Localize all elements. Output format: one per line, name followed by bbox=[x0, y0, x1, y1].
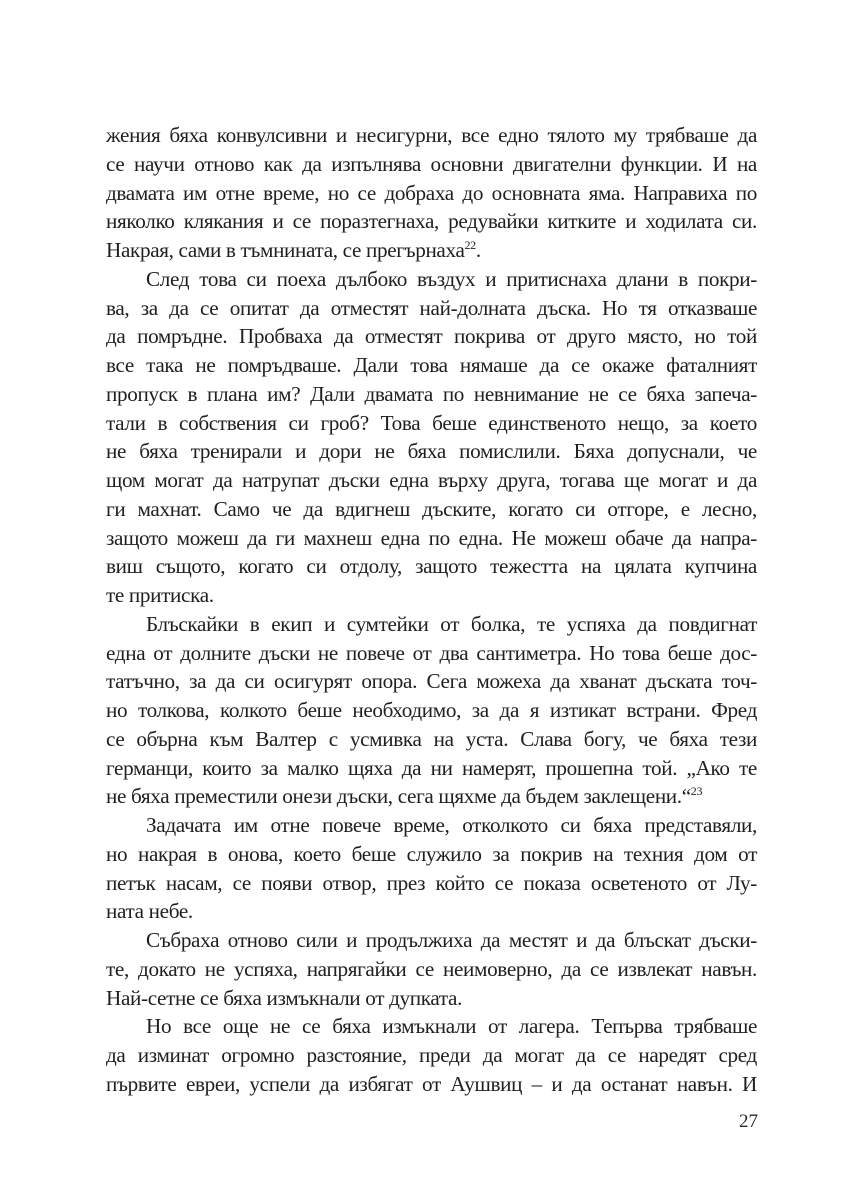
text-line bbox=[106, 725, 757, 754]
text-line bbox=[106, 581, 757, 610]
paragraph bbox=[106, 926, 757, 1012]
text-line bbox=[106, 294, 757, 323]
line-text: една от долните дъски не повече от два сантиметра. Но това беше дос- bbox=[106, 640, 757, 665]
line-text: да помръдне. Пробваха да отместят покрива от друго място, но той bbox=[106, 324, 757, 349]
line-text: защото можеш да ги махнеш една по една. Не можеш обаче да напра- bbox=[106, 525, 757, 550]
line-text: няколко клякания и се поразтегнаха, редувайки китките и ходилата си. bbox=[106, 209, 757, 234]
line-text: След това си поеха дълбоко въздух и притиснаха длани в покри- bbox=[146, 266, 757, 291]
line-text: Най-сетне се бяха измъкнали от дупката. bbox=[106, 985, 463, 1010]
paragraph bbox=[106, 1012, 757, 1098]
line-text: татъчно, за да си осигурят опора. Сега можеха да хванат дъската точ- bbox=[106, 669, 757, 694]
paragraph bbox=[106, 811, 757, 926]
text-line bbox=[106, 265, 757, 294]
text-line bbox=[106, 610, 757, 639]
footnote-marker[interactable]: 22 bbox=[464, 238, 476, 252]
text-line bbox=[106, 322, 757, 351]
line-text: петък насам, се появи отвор, през който се показа осветеното от Лу- bbox=[106, 870, 757, 895]
text-line bbox=[106, 236, 757, 265]
line-text: Задачата им отне повече време, отколкото си бяха представяли, bbox=[146, 813, 757, 837]
text-line bbox=[106, 754, 757, 783]
line-text: първите евреи, успели да избягат от Аушвиц – и да останат навън. И bbox=[106, 1071, 757, 1096]
text-line bbox=[106, 1041, 757, 1070]
text-line bbox=[106, 696, 757, 725]
line-text: Накрая, сами в тъмнината, се прегърнаха bbox=[106, 238, 465, 262]
paragraph bbox=[106, 121, 757, 265]
text-line bbox=[106, 811, 757, 840]
text-line bbox=[106, 926, 757, 955]
line-text: двамата им отне време, но се добраха до основната яма. Направиха по bbox=[106, 180, 757, 205]
text-line bbox=[106, 782, 757, 811]
line-text: Блъскайки в екип и сумтейки от болка, те успяха да повдигнат bbox=[146, 611, 757, 636]
text-line bbox=[106, 552, 757, 581]
line-text: все така не помръдваше. Дали това нямаше да се окаже фаталният bbox=[106, 353, 757, 377]
paragraph bbox=[106, 610, 757, 811]
line-text: те притиска. bbox=[106, 583, 214, 607]
text-line bbox=[106, 380, 757, 409]
text-line bbox=[106, 437, 757, 466]
line-text: жения бяха конвулсивни и несигурни, все едно тялото му трябваше да bbox=[106, 123, 757, 147]
line-text: но толкова, колкото беше необходимо, за да я изтикат встрани. Фред bbox=[106, 698, 757, 722]
line-text: се научи отново как да изпълнява основни двигателни функции. И на bbox=[106, 151, 757, 176]
line-text: пропуск в плана им? Дали двамата по невнимание не се бяха запеча- bbox=[106, 381, 757, 406]
text-line bbox=[106, 207, 757, 236]
text-line bbox=[106, 409, 757, 438]
text-line bbox=[106, 869, 757, 898]
text-line bbox=[106, 179, 757, 208]
text-line bbox=[106, 667, 757, 696]
line-text: се обърна към Валтер с усмивка на уста. Слава богу, че бяха тези bbox=[106, 726, 757, 751]
text-line bbox=[106, 524, 757, 553]
line-text: щом могат да натрупат дъски една върху друга, тогава ще могат и да bbox=[106, 468, 757, 492]
line-text: тали в собствения си гроб? Това беше единственото нещо, за което bbox=[106, 410, 757, 435]
text-line bbox=[106, 897, 757, 926]
line-text: германци, които за малко щяха да ни намерят, прошепна той. „Ако те bbox=[106, 755, 757, 780]
line-text: Събраха отново сили и продължиха да местят и да блъскат дъски- bbox=[146, 928, 757, 952]
text-line bbox=[106, 495, 757, 524]
line-text: Но все още не се бяха измъкнали от лагера. Тепърва трябваше bbox=[146, 1014, 757, 1039]
line-text: те, докато не успяха, напрягайки се неимоверно, да се извлекат навън. bbox=[106, 956, 757, 981]
page-number: 27 bbox=[739, 1111, 758, 1132]
text-line bbox=[106, 150, 757, 179]
line-text: ги махнат. Само че да вдигнеш дъските, когато си отгоре, е лесно, bbox=[106, 496, 757, 521]
line-text: не бяха преместили онези дъски, сега щяхме да бъдем заклещени.“ bbox=[106, 784, 691, 809]
text-line bbox=[106, 1012, 757, 1041]
footnote-marker[interactable]: 23 bbox=[690, 784, 703, 799]
text-line bbox=[106, 984, 757, 1013]
text-line bbox=[106, 121, 757, 150]
line-text: виш същото, когато си отдолу, защото тежестта на цялата купчина bbox=[106, 554, 757, 579]
line-text: да изминат огромно разстояние, преди да могат да се наредят сред bbox=[106, 1043, 757, 1067]
line-text: но накрая в онова, което беше служило за покрив на техния дом от bbox=[106, 841, 757, 866]
trailing-punctuation: . bbox=[475, 238, 481, 262]
text-line bbox=[106, 840, 757, 869]
body-text bbox=[106, 121, 757, 1099]
text-line bbox=[106, 351, 757, 380]
text-line bbox=[106, 1070, 757, 1099]
line-text: ната небе. bbox=[106, 899, 193, 924]
line-text: ва, за да се опитат да отместят най-долната дъска. Но тя отказваше bbox=[106, 295, 757, 320]
line-text: не бяха тренирали и дори не бяха помислили. Бяха допуснали, че bbox=[106, 439, 757, 464]
text-line bbox=[106, 955, 757, 984]
paragraph bbox=[106, 265, 757, 610]
text-line bbox=[106, 639, 757, 668]
text-line bbox=[106, 466, 757, 495]
